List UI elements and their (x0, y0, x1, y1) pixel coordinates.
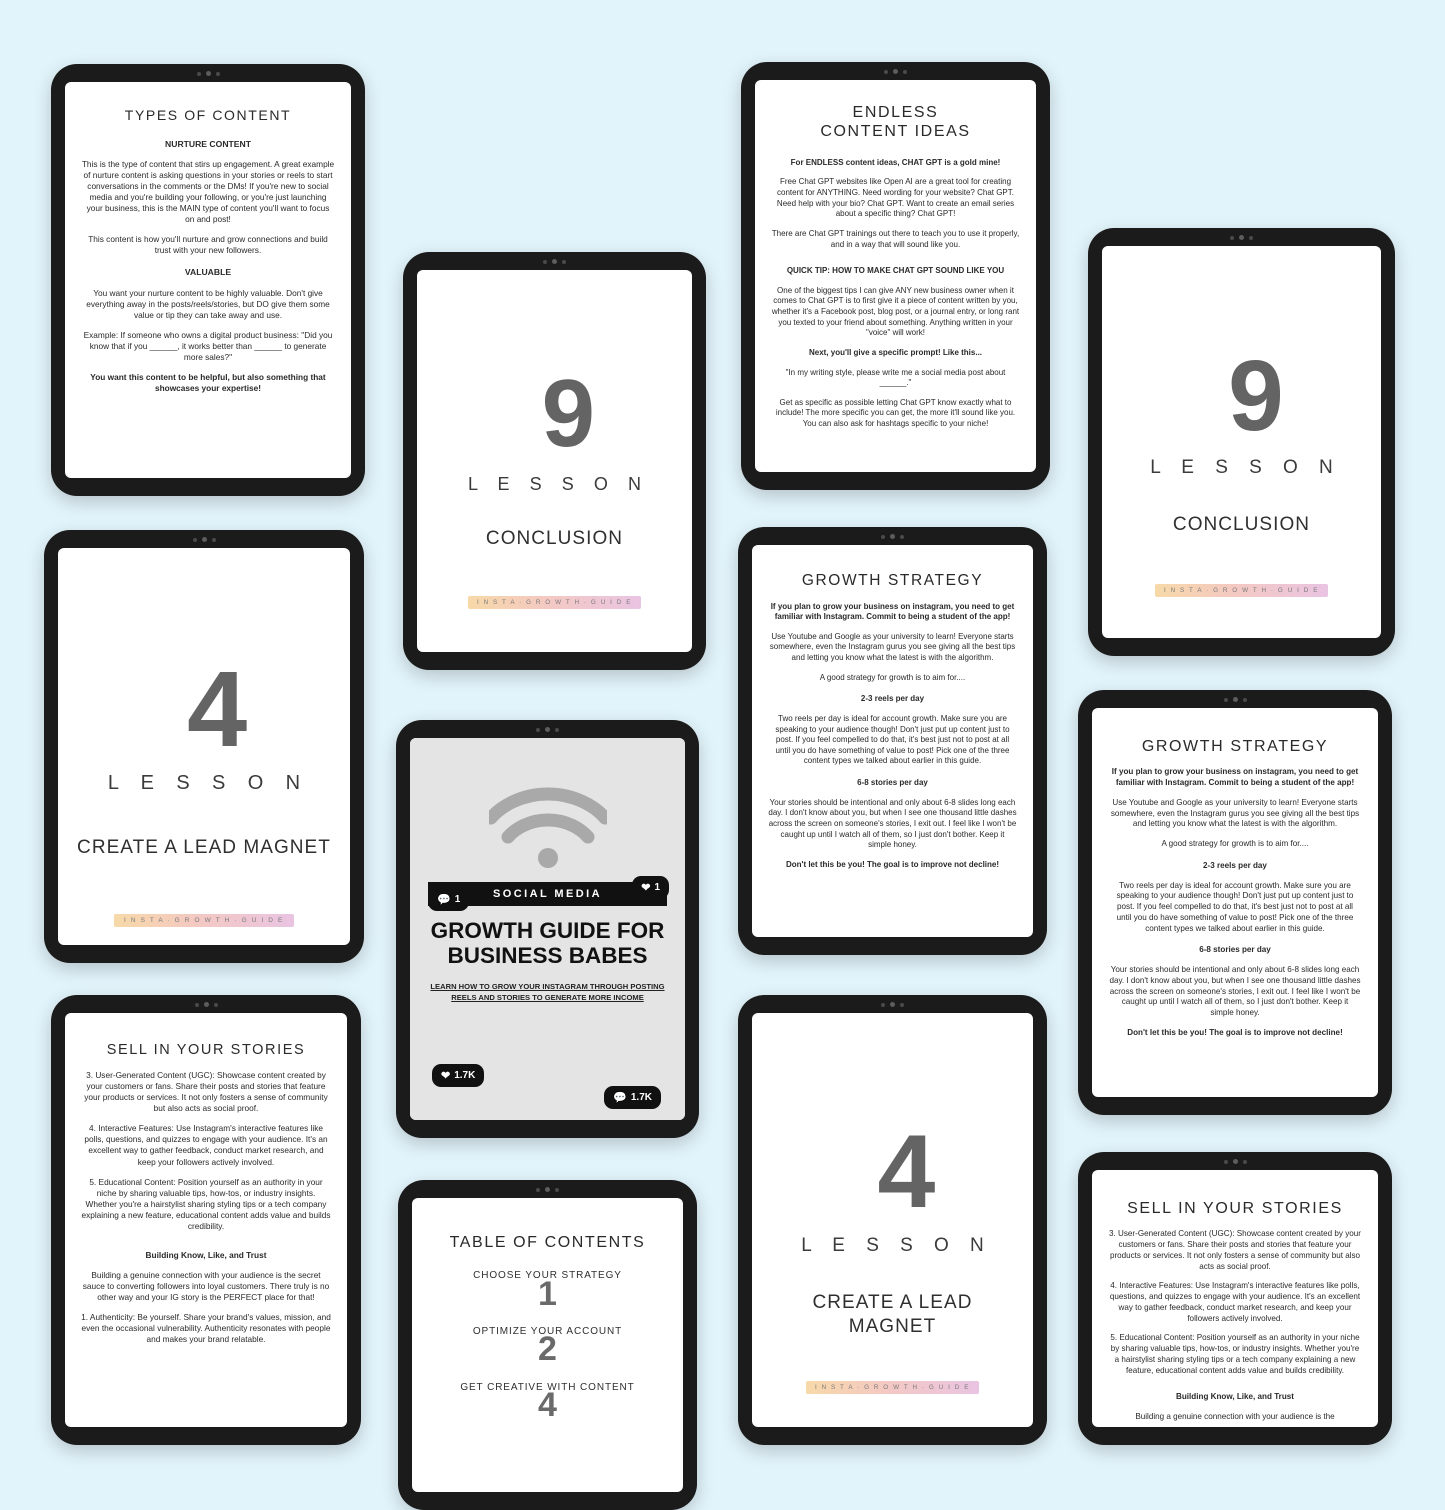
tablet-camera-dots (398, 1187, 697, 1192)
paragraph-bold: If you plan to grow your business on instagram, you need to get familiar with Instagram. Commit to being a student of the app! (770, 601, 1015, 622)
tablet-lesson-9-cover-center[interactable] (403, 252, 706, 670)
tablet-camera-dots (1078, 697, 1392, 702)
section-heading: Building Know, Like, and Trust (145, 1249, 267, 1260)
cover-title-line-1: GROWTH GUIDE FOR (430, 918, 665, 943)
brand-badge: I N S T A · G R O W T H · G U I D E (1155, 584, 1328, 597)
paragraph: Your stories should be intentional and only about 6-8 slides long each day. I don't know about you, but when I see one thousand little dashes across the screen on someone's stories, I exit out. I feel like I won't be caught up until I watch all of them, so I just don't bother. Keep it simple honey. (768, 797, 1017, 850)
heart-chip (432, 1064, 484, 1087)
tablet-growth-strategy-center[interactable] (738, 527, 1047, 955)
toc-label: GET CREATIVE WITH CONTENT (460, 1382, 635, 1394)
brand-badge: I N S T A · G R O W T H · G U I D E (468, 596, 641, 609)
lesson-number: 9 (1228, 340, 1284, 452)
paragraph: Your stories should be intentional and only about 6-8 slides long each day. I don't know about you, but when I see one thousand little dashes across the screen on someone's stories, I exit out. I feel like I won't be caught up until I watch all of them, so I just don't bother. Keep it simple honey. (1109, 965, 1361, 1018)
paragraph-bold: Don't let this be you! The goal is to improve not decline! (785, 859, 1000, 869)
toc-item[interactable] (430, 1269, 665, 1313)
page-title: SELL IN YOUR STORIES (1127, 1200, 1343, 1217)
tablet-types-of-content[interactable] (51, 64, 365, 496)
tablet-screen (1102, 246, 1381, 638)
lesson-word: L E S S O N (801, 1235, 992, 1256)
page-title: GROWTH STRATEGY (801, 572, 984, 589)
tablet-lesson-4-cover[interactable] (44, 530, 364, 963)
brand-badge: I N S T A · G R O W T H · G U I D E (806, 1381, 979, 1394)
tablet-screen (1092, 1170, 1378, 1427)
comment-chip (604, 1086, 661, 1109)
paragraph-bold: If you plan to grow your business on instagram, you need to get familiar with Instagram. Commit to being a student of the app! (1111, 767, 1359, 788)
paragraph: 3. User-Generated Content (UGC): Showcase content created by your customers or fans. Share their posts and stories that feature your products or services. It not only fosters a sense of community but also acts as social proof. (84, 1070, 328, 1114)
section-heading: NURTURE CONTENT (165, 138, 251, 149)
toc-item[interactable] (430, 1325, 665, 1369)
section-heading: 6-8 stories per day (1199, 945, 1271, 955)
paragraph: Two reels per day is ideal for account growth. Make sure you are speaking to your audience though! Don't just put up content just to post. If you feel compelled to do that, it's best just not to post at all until you do have something of value to post! Pick one of the three content types we talked about earlier in this guide. (775, 713, 1010, 766)
paragraph: Use Youtube and Google as your university to learn! Everyone starts somewhere, even the Instagram gurus you see giving all the best tips and letting you know what the latest is with the algorithm. (769, 631, 1016, 663)
tablet-screen (752, 1013, 1033, 1427)
tablet-screen (755, 80, 1036, 472)
tablet-screen (1092, 708, 1378, 1097)
toc-label: OPTIMIZE YOUR ACCOUNT (472, 1326, 623, 1338)
heart-icon: ❤ (441, 1070, 451, 1082)
tablet-camera-dots (741, 69, 1050, 74)
tablet-screen (65, 1013, 347, 1427)
chip-value: 1.7K (630, 1092, 652, 1103)
paragraph-bold: Don't let this be you! The goal is to improve not decline! (1127, 1027, 1343, 1037)
lesson-number: 4 (187, 648, 248, 769)
paragraph: Two reels per day is ideal for account growth. Make sure you are speaking to your audience though! Don't just put up content just to post. If you feel compelled to do that, it's best just not to post at all until you do have something of value to post! Pick one of the three content types we talked about earlier in this guide. (1116, 880, 1354, 933)
paragraph-bold: For ENDLESS content ideas, CHAT GPT is a gold mine! (790, 157, 1001, 167)
tablet-camera-dots (403, 259, 706, 264)
cover-subtitle: LEARN HOW TO GROW YOUR INSTAGRAM THROUGH POSTING REELS AND STORIES TO GENERATE MORE INCOME (430, 982, 665, 1002)
page-growth-strategy-right (1092, 708, 1378, 1097)
paragraph: Example: If someone who owns a digital product business: "Did you know that if you ______, it works better than ______ to generate more sales?" (83, 329, 333, 362)
toc-item[interactable] (430, 1381, 665, 1425)
tablet-lesson-9-cover-right[interactable] (1088, 228, 1395, 656)
category-band: SOCIAL MEDIA (428, 882, 667, 906)
tablet-camera-dots (44, 537, 364, 542)
paragraph-bold: You want this content to be helpful, but also something that showcases your expertise! (90, 371, 326, 393)
paragraph: 5. Educational Content: Position yourself as an authority in your niche by sharing valuable tips, how-tos, or industry insights. Whether you're a hairstylist sharing styling tips or a tech company explaining a new feature, educational content adds value and builds credibility. (81, 1176, 331, 1231)
paragraph: A good strategy for growth is to aim for.... (1161, 839, 1309, 849)
lesson-word: L E S S O N (468, 473, 649, 494)
lesson-word: L E S S O N (1150, 457, 1341, 478)
page-title-line-1: ENDLESS (852, 104, 939, 121)
page-sell-in-your-stories (65, 1013, 347, 1427)
paragraph: 3. User-Generated Content (UGC): Showcase content created by your customers or fans. Share their posts and stories that feature your products or services. It not only fosters a sense of community but also acts as social proof. (1109, 1229, 1361, 1271)
comment-chip (428, 888, 469, 911)
tablet-lesson-4-cover-bottom[interactable] (738, 995, 1047, 1445)
toc-number: 4 (538, 1386, 557, 1425)
paragraph: There are Chat GPT trainings out there to teach you to use it properly, and in a way that will sound like you. (771, 228, 1020, 249)
cover-title: CONCLUSION (1172, 514, 1311, 535)
page-title: SELL IN YOUR STORIES (106, 1042, 306, 1058)
section-heading: VALUABLE (184, 267, 232, 278)
page-lesson-4 (58, 548, 350, 945)
page-endless-content-ideas (755, 80, 1036, 472)
page-title-line-2: CONTENT IDEAS (820, 122, 971, 140)
tablet-camera-dots (738, 534, 1047, 539)
section-heading: QUICK TIP: HOW TO MAKE CHAT GPT SOUND LIKE YOU (786, 266, 1005, 276)
tablet-camera-dots (51, 1002, 361, 1007)
tablet-camera-dots (738, 1002, 1047, 1007)
paragraph: Building a genuine connection with your audience is the secret sauce to converting followers into loyal customers. There truly is no other way and your IG story is the PERFECT place for that! (82, 1269, 330, 1302)
lesson-number: 9 (541, 360, 596, 467)
page-lesson-9-center (417, 270, 692, 652)
comment-icon: 💬 (613, 1092, 627, 1104)
chip-value: 1 (454, 894, 461, 905)
paragraph: Free Chat GPT websites like Open AI are a great tool for creating content for ANYTHING. Need wording for your website? Chat GPT. Need help with your bio? Chat GPT. Want to create an email series about a specific thing? Chat GPT! (776, 177, 1015, 219)
section-heading: 2-3 reels per day (1203, 860, 1267, 870)
wifi-icon (428, 782, 667, 868)
page-lesson-9-right (1102, 246, 1381, 638)
paragraph: This content is how you'll nurture and grow connections and build trust with your new followers. (88, 234, 328, 256)
tablet-sell-in-your-stories-right[interactable] (1078, 1152, 1392, 1445)
page-lesson-4-bottom (752, 1013, 1033, 1427)
tablet-camera-dots (1088, 235, 1395, 240)
paragraph: A good strategy for growth is to aim for.... (819, 672, 966, 682)
paragraph: 1. Authenticity: Be yourself. Share your brand's values, mission, and even the occasional vulnerability. Authenticity resonates with people and makes your brand relatable. (81, 1311, 331, 1344)
cover-title-line-2: BUSINESS BABES (447, 943, 648, 969)
toc-number: 2 (538, 1330, 557, 1369)
chip-value: 1 (654, 882, 660, 893)
paragraph: One of the biggest tips I can give ANY new business owner when it comes to Chat GPT is to first give it a piece of content written by you, whether it's a Facebook post, blog post, or a journal entry, or long rant you texted to your friend about something. Anything written in your "voice" will work! (771, 285, 1020, 338)
cover-title-text: CREATE A LEAD MAGNET (77, 837, 331, 858)
tablet-screen (417, 270, 692, 652)
paragraph: Get as specific as possible letting Chat GPT know exactly what to include! The more specific you can get, the more it'll sound like you. You can also ask for hashtags specific to your niche! (775, 397, 1016, 428)
tablet-screen (752, 545, 1033, 937)
lesson-number: 4 (877, 1114, 936, 1230)
page-growth-strategy-center (752, 545, 1033, 937)
paragraph: Building a genuine connection with your audience is the (1135, 1412, 1335, 1422)
cover-title: CONCLUSION (485, 528, 624, 549)
tablet-growth-guide-cover[interactable] (396, 720, 699, 1138)
page-types-of-content (65, 82, 351, 478)
paragraph-bold: Next, you'll give a specific prompt! Like this... (808, 347, 983, 357)
tablet-growth-strategy-right[interactable] (1078, 690, 1392, 1115)
tablet-sell-in-your-stories[interactable] (51, 995, 361, 1445)
tablet-screen (412, 1198, 683, 1492)
page-title: TYPES OF CONTENT (124, 107, 292, 123)
tablet-endless-content-ideas[interactable] (741, 62, 1050, 490)
tablet-screen (65, 82, 351, 478)
paragraph: 4. Interactive Features: Use Instagram's interactive features like polls, questions, and quizzes to engage with your audience. It's an excellent way to gather feedback, conduct market research, and keep your followers actively involved. (84, 1123, 328, 1167)
chip-value: 1.7K (454, 1070, 476, 1081)
comment-icon: 💬 (437, 894, 451, 906)
toc-label: CHOOSE YOUR STRATEGY (473, 1270, 622, 1282)
page-growth-guide-cover (410, 738, 685, 1120)
paragraph: You want your nurture content to be highly valuable. Don't give everything away in the posts/reels/stories, but DO give them some value or tip they can take away and use. (86, 287, 330, 320)
tablet-screen (58, 548, 350, 945)
toc-number: 1 (538, 1274, 557, 1313)
tablet-screen (410, 738, 685, 1120)
section-heading: Building Know, Like, and Trust (1176, 1392, 1294, 1402)
section-heading: 2-3 reels per day (860, 694, 925, 704)
tablet-table-of-contents[interactable] (398, 1180, 697, 1510)
section-heading: 6-8 stories per day (857, 778, 928, 788)
paragraph: 5. Educational Content: Position yourself as an authority in your niche by sharing valuable tips, how-tos, or industry insights. Whether you're a hairstylist sharing styling tips or a tech company explaining a new feature, educational content adds value and builds credibility. (1110, 1333, 1360, 1375)
page-title (771, 104, 1020, 142)
page-title: GROWTH STRATEGY (1141, 738, 1329, 755)
tablet-camera-dots (396, 727, 699, 732)
tablet-camera-dots (51, 71, 365, 76)
paragraph: "In my writing style, please write me a social media post about ______." (785, 367, 1006, 388)
cover-title: CREATE A LEAD MAGNET (812, 1292, 973, 1337)
brand-badge: I N S T A · G R O W T H · G U I D E (114, 914, 294, 927)
heart-icon: ❤ (641, 882, 651, 894)
tablet-camera-dots (1078, 1159, 1392, 1164)
paragraph: This is the type of content that stirs up engagement. A great example of nurture content is asking questions in your stories or reels to start conversations in the comments or the DMs! If you're new to social media and you're building your following, or you're just launching your business, this is the MAIN type of content you'll want to focus on and post! (81, 159, 335, 225)
heart-chip (632, 876, 669, 899)
page-table-of-contents (412, 1198, 683, 1492)
page-sell-in-your-stories-right (1092, 1170, 1378, 1427)
paragraph: Use Youtube and Google as your university to learn! Everyone starts somewhere, even the Instagram gurus you see giving all the best tips and letting you know what the latest is with the algorithm. (1110, 797, 1360, 829)
page-title: TABLE OF CONTENTS (449, 1234, 646, 1251)
lesson-word: L E S S O N (107, 771, 309, 794)
paragraph: 4. Interactive Features: Use Instagram's interactive features like polls, questions, and quizzes to engage with your audience. It's an excellent way to gather feedback, conduct market research, and keep your followers actively involved. (1109, 1281, 1361, 1323)
